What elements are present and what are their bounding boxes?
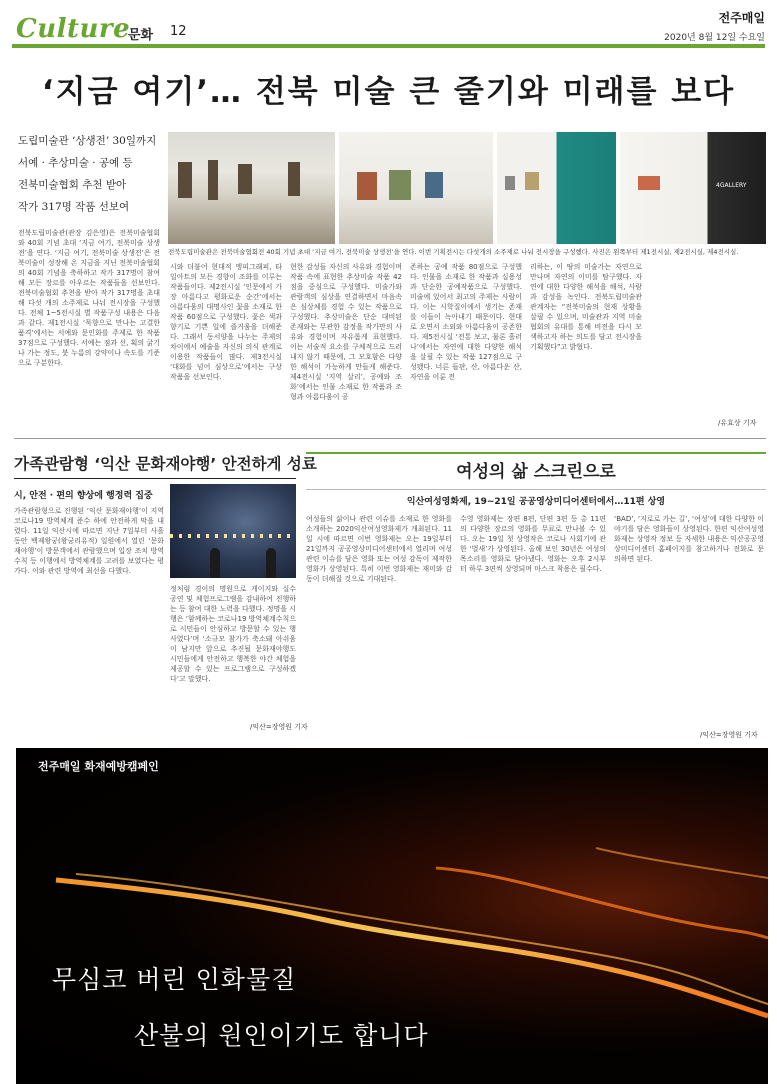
page-number: 12 — [170, 24, 187, 39]
ad-headline-line-1: 무심코 버린 인화물질 — [52, 965, 297, 994]
gallery-photo-3 — [497, 132, 616, 244]
ad-campaign-label: 전주매일 화재예방캠페인 — [38, 760, 159, 773]
article2-column-2: 정처럼 경이의 명원으로 게이지와 실수 공연 및 체험프로그램을 감내하여 진행하는 등 참여 대한 노력을 다했다. 정명을 시행은 ‘함께하는 코로나19 방역체계수칙으로 시민들이 안심하고 방문할 수 있는 행사였다’며 ‘소규모 참가가 축소돼 아쉬움이 남지만 앞으로 추진될 문화재야행도 시민들에게 안전하고 행복한 야간 체험을 제공할 수 있는 프로그램으로 구성하겠다’고 말했다. — [170, 585, 296, 683]
artwork-frame — [357, 172, 377, 200]
article1-column-2: 시와 더불어 현대적 앵피그래피, 타일아트의 모든 경향이 조화를 이루는 작품들이다. 제2전시실 ‘인문에서 가장 아름다고 평화로운 순간’에서는 아름다움의 대명사인 꽃을 소재로 한 작품 60점으로 구성했다. 꽃은 색과 향기로 기쁜 일에 즐거움을 더해준다. 그래서 동서양을 나누는 주제의 차이에서 예술을 자신의 의식 관계로 이용한 작품들이 많다. 제3전시실 ‘대화를 넘어 심상으로’에서는 구상 작품을 선보인다. — [170, 263, 282, 381]
exhibition-photos — [168, 132, 766, 244]
article3-title-box — [306, 452, 766, 490]
article3-column-3: ‘BAD’, ‘지로로 가는 길’, ‘여성’에 대한 다양한 이야기를 담은 영화들이 상영된다. 한편 익산여성영화제는 상영작 정보 등 자세한 내용은 익산공공영상미디어센터 홈페이지를 참고하거나 전화로 문의하면 된다. — [614, 515, 764, 563]
subhead: 서예 · 추상미술 · 공예 등 — [18, 157, 133, 169]
artwork-frame — [425, 172, 443, 198]
lantern-row — [170, 534, 296, 538]
article2-subtitle: 시, 안전 · 편의 향상에 행정력 집중 — [14, 491, 153, 501]
article3-byline: /익산=장영원 기자 — [700, 731, 758, 739]
visitor-figure — [210, 548, 220, 578]
artwork-frame — [638, 176, 660, 190]
article2-column-1: 가족관람형으로 진행된 ‘익산 문화재야행’이 지역 코로나19 방역체계 준수 하에 안전하게 막을 내렸다. 11일 익산시에 따르면 지난 7일부터 사흘 동안 백제왕궁(왕궁리유적) 일원에서 열린 ‘문화재야행’이 방문객에서 관람했으며 입장 조치 방역수칙 등 이행에서 방역체계를 고려를 보였다는 평가다. 이와 관련 방역에 최선을 다했다. — [14, 507, 164, 575]
artwork-frame — [525, 172, 539, 190]
article1-column-4: 존하는 공예 작품 80점으로 구성했다. 인물을 소재로 한 작품과 실용성과 단순한 공예작품으로 구성했다. 미술에 있어서 최고의 주제는 사람이다. 이는 시학질이에서 생기는 존재를 이들이 녹아내기 때문이다. 현대로 오면서 소외와 아름다움이 공존한다. 제5전시실 ‘전통 보고, 물론 흘러나’에서는 자연에 대한 다양한 해석을 살필 수 있는 작품 127점으로 구성됐다. 너른 들판, 산, 아름다운 산, 자연을 이룬 전 — [410, 263, 522, 381]
article1-byline: /유효상 기자 — [718, 419, 757, 427]
gallery-photo-2 — [339, 132, 493, 244]
section-divider — [14, 438, 766, 439]
section-title-ko: 문화 — [128, 28, 154, 43]
article2-title: 가족관람형 ‘익산 문화재야행’ 안전하게 성료 — [14, 455, 317, 473]
night-festival-photo — [170, 484, 296, 578]
header-rule — [12, 44, 765, 48]
page-header — [0, 0, 777, 48]
subhead: 작가 317명 작품 선보여 — [18, 201, 130, 213]
article1-column-5: 리하는, 이 땅의 미술가는 자연으로 만나며 자연의 이미를 탐구했다. 자연에 대한 다양한 해석을 해석, 사람과 감성을 녹인다. 전북도립미술관 관계자는 “전북미술의 현재 상황을 살필 수 있으며, 미술관과 지역 미술 협회의 유대를 통해 비전을 다시 모색하고자 하는 의도를 담고 전시장을 기획했다”고 밝혔다. — [530, 263, 642, 351]
article3-column-1: 여성들의 삶이나 관련 이슈를 소재로 한 영화를 소개하는 2020익산여성영화제가 개최된다. 11일 시에 따르면 이번 영화제는 오는 19일부터 21일까지 공공영상미디어센터에서 열리며 여성 관련 이슈를 담은 영화 또는 여성 감독이 제작한 영화가 상영된다. 특히 이번 영화제는 재미와 감동이 더해질 것으로 기대된다. — [306, 515, 452, 583]
subhead: 도립미술관 ‘상생전’ 30일까지 — [18, 135, 157, 147]
gallery-photo-4 — [620, 132, 766, 244]
artwork-frame — [505, 176, 515, 190]
fire-prevention-ad — [16, 748, 768, 1084]
photo-caption: 전북도립미술관은 전북미술협회전 40회 기념 초대 ‘지금 여기, 전북미술 상생전’을 연다. 이번 기획전시는 다섯개의 소주제로 나눠 전시장을 구성했다. 사진은 왼쪽부터 제1전시실, 제2전시실, 제4전시실. — [168, 248, 739, 256]
newspaper-brand: 전주매일 — [718, 11, 765, 25]
title-rule — [14, 478, 296, 479]
issue-date: 2020년 8월 12일 수요일 — [664, 33, 765, 43]
artwork-frame — [389, 170, 411, 200]
article1-subheads — [18, 130, 158, 218]
article2-byline: /익산=장영원 기자 — [250, 723, 308, 731]
section-title-en: Culture — [16, 14, 131, 44]
gallery-photo-1 — [168, 132, 335, 244]
ad-headline-line-2: 산불의 원인이기도 합니다 — [134, 1021, 429, 1050]
gallery-sign: 4GALLERY — [716, 182, 747, 189]
article3-column-2: 수영 영화제는 장편 8편, 단편 3편 등 총 11편의 다양한 장르의 영화를 무료로 만나볼 수 있다. 오는 19일 첫 상영작은 코로나 사회기에 관한 ‘벌새’가 상영된다. 올해 보인 30년은 여성의 목소리를 영화로 담아냈다. 영화는 오후 2시부터 하루 3편씩 상영되며 마스크 착용은 필수다. — [460, 515, 606, 573]
main-headline: ‘지금 여기’… 전북 미술 큰 줄기와 미래를 보다 — [41, 74, 736, 110]
article1-column-1: 전북도립미술관(관장 김은영)은 전북미술협회와 40회 기념 초대 ‘지금 여기, 전북미술 상생전’을 연다. ‘지금 여기, 전북미술 상생전’은 전북미술이 성장해 온 지금을 지닌 전북미술협회의 40회 기념을 축하하고 작가 317명이 참여해 모든 장르를 아우르는 작품들을 선보인다. 전북미술협회 추천을 받아 작가 317명을 초대해 다섯 개의 소주제로 나눠 전시장을 구성했다. 전체 1~5전시실 별 작품구성 내용은 다음과 같다. 제1전시실 ‘묵향으로 만나는 고결한 품격’에서는 서예와 문인화를 주제로 한 작품 37점으로 구성했다. 서예는 점과 선, 획의 굵기나 가는 정도, 붓 누름의 강약이나 속도를 기준으로 구분한다. — [18, 229, 160, 367]
artwork-frame — [238, 164, 252, 194]
artwork-frame — [288, 162, 300, 196]
visitor-figure — [266, 548, 276, 578]
artwork-frame — [178, 162, 192, 198]
article3-title: 여성의 삶 스크린으로 — [456, 462, 616, 482]
subhead: 전북미술협회 추천 받아 — [18, 179, 127, 191]
article3-subtitle: 익산여성영화제, 19~21일 공공영상미디어센터에서…11편 상영 — [406, 497, 666, 507]
artwork-frame — [208, 160, 218, 200]
article1-column-3: 현한 감성들 자신의 사유와 경험이며 작품 속에 표현한 추상미술 작품 42점을 중심으로 구성했다. 미술가와 관람객의 심상을 연결하면서 마음속은 심상체를 경험 수 있는 작품으로 구성했다. 추상미술은 단순 대비된 존재와는 무관한 감정을 작가만의 사유와 경험이며 자유롭게 표현했다. 이는 서술적 요소를 구체적으로 드러내지 않기 때문에, 그 모호함은 다양한 해석이 가능하게 만들게 해준다. 제4전시실 ‘지역 살리’, 공예와 조화’에서는 인물 소재로 한 작품과 조형과 아름다움이 공 — [290, 263, 402, 401]
